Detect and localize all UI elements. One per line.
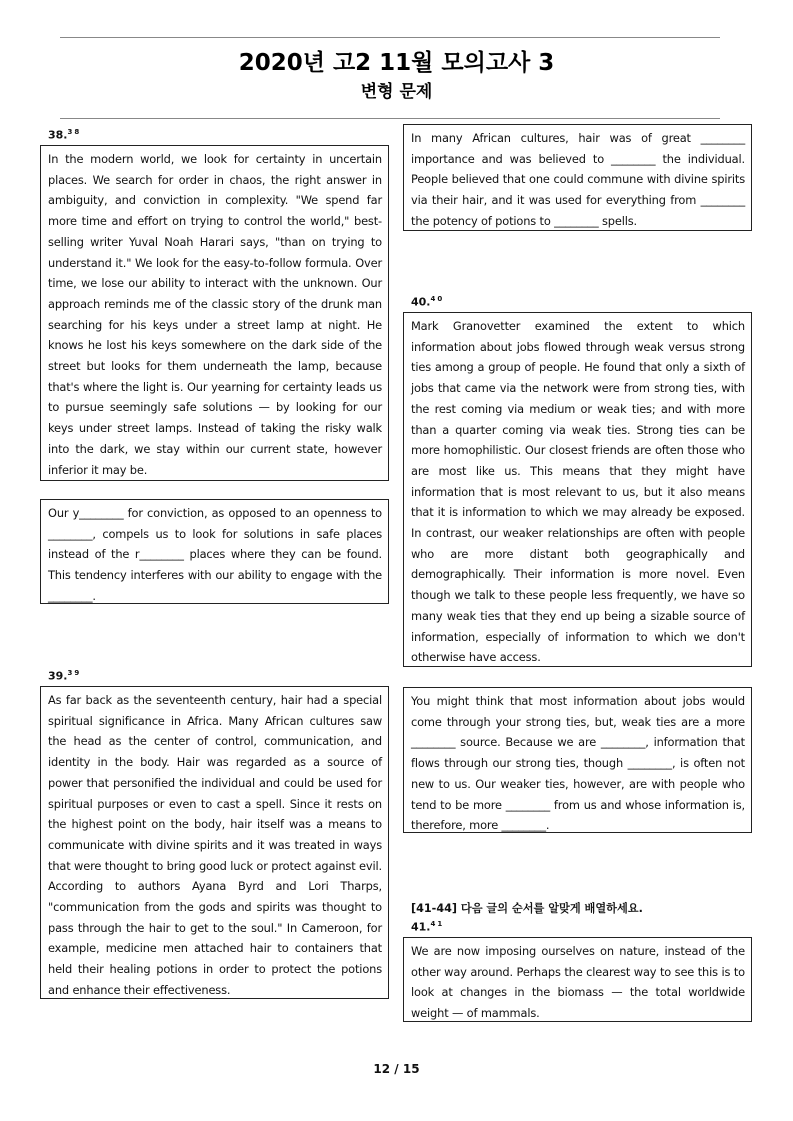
question-38-passage: In the modern world, we look for certainty in uncertain places. We search for order in chaos, the right answer in ambiguity, and conviction in complexity. "We spend far more time and effort on trying to control the world," best-selling writer Yuval Noah Harari says, "than on trying to understand it." We look for the easy-to-follow formula. Over time, we lose our ability to interact with the unknown. Our approach reminds me of the classic story of the drunk man searching for his keys under a street lamp at night. He knows he lost his keys somewhere on the dark side of the street but looks for them underneath the lamp, because that's where the light is. Our yearning for certainty leads us to pursue seemingly safe solutions — by looking for our keys under street lamps. Instead of taking the risky walk into the dark, we stay within our current state, however inferior it may be. (40, 145, 389, 481)
question-superscript: 41 (430, 920, 445, 928)
question-39-passage: As far back as the seventeenth century, hair had a special spiritual significance in Africa. Many African cultures saw the head as the center of control, communication, and identity in the body. Hair was regarded as a source of power that personified the individual and could be used for spiritual purposes or even to cast a spell. Since it rests on the highest point on the body, hair itself was a means to communicate with divine spirits and it was treated in ways that were thought to bring good luck or protect against evil. According to authors Ayana Byrd and Lori Tharps, "communication from the gods and spirits was thought to pass through the hair to get to the soul." In Cameroon, for example, medicine men attached hair to containers that held their healing potions in order to protect the potions and enhance their effectiveness. (40, 686, 389, 999)
question-superscript: 39 (67, 669, 82, 677)
question-number: 41. (411, 920, 431, 934)
page-number: 12 / 15 (373, 1062, 420, 1076)
page-title: 2020년 고2 11월 모의고사 3 (238, 50, 555, 76)
question-number: 39. (48, 669, 68, 683)
question-38-summary: Our y________ for conviction, as opposed to an openness to ________, compels us to look for solutions in safe places instead of the r________ places where they can be found. This tendency interferes with our ability to engage with the ________. (40, 499, 389, 604)
top-rule (60, 37, 720, 38)
question-40-passage: Mark Granovetter examined the extent to which information about jobs flowed through weak versus strong ties among a group of people. He found that only a sixth of jobs that came via the network were from strong ties, with the rest coming via medium or weak ties; and with more than a quarter coming via weak ties. Strong ties can be more homophilistic. Our closest friends are often those who are most like us. This means that they might have information that is most relevant to us, but it also means that it is information to which we may already be exposed. In contrast, our weaker relationships are often with people who are more distant both geographically and demographically. Their information is more novel. Even though we talk to these people less frequently, we have so many weak ties that they end up being a sizable source of information, especially of information to which we don't otherwise have access. (403, 312, 752, 667)
question-41-passage: We are now imposing ourselves on nature, instead of the other way around. Perhaps the clearest way to see this is to look at changes in the biomass — the total worldwide weight — of mammals. (403, 937, 752, 1022)
question-number: 40. (411, 295, 431, 309)
question-41-number (411, 920, 444, 934)
page-subtitle: 변형 문제 (360, 82, 433, 102)
section-instruction: [41-44] 다음 글의 순서를 알맞게 배열하세요. (411, 902, 643, 915)
question-40-summary: You might think that most information about jobs would come through your strong ties, but, weak ties are a more ________ source. Because we are ________, information that flows through our strong ties, though ________, is often not new to us. Our weaker ties, however, are with people who tend to be more ________ from us and whose information is, therefore, more ________. (403, 687, 752, 833)
question-superscript: 40 (430, 295, 445, 303)
question-39-number (48, 669, 81, 683)
header-rule (60, 118, 720, 119)
question-number: 38. (48, 128, 68, 142)
question-superscript: 38 (67, 128, 82, 136)
question-40-number (411, 295, 444, 309)
question-39-summary: In many African cultures, hair was of great ________ importance and was believed to ________ the individual. People believed that one could commune with divine spirits via their hair, and it was used for everything from ________ the potency of potions to ________ spells. (403, 124, 752, 231)
question-38-number (48, 128, 81, 142)
